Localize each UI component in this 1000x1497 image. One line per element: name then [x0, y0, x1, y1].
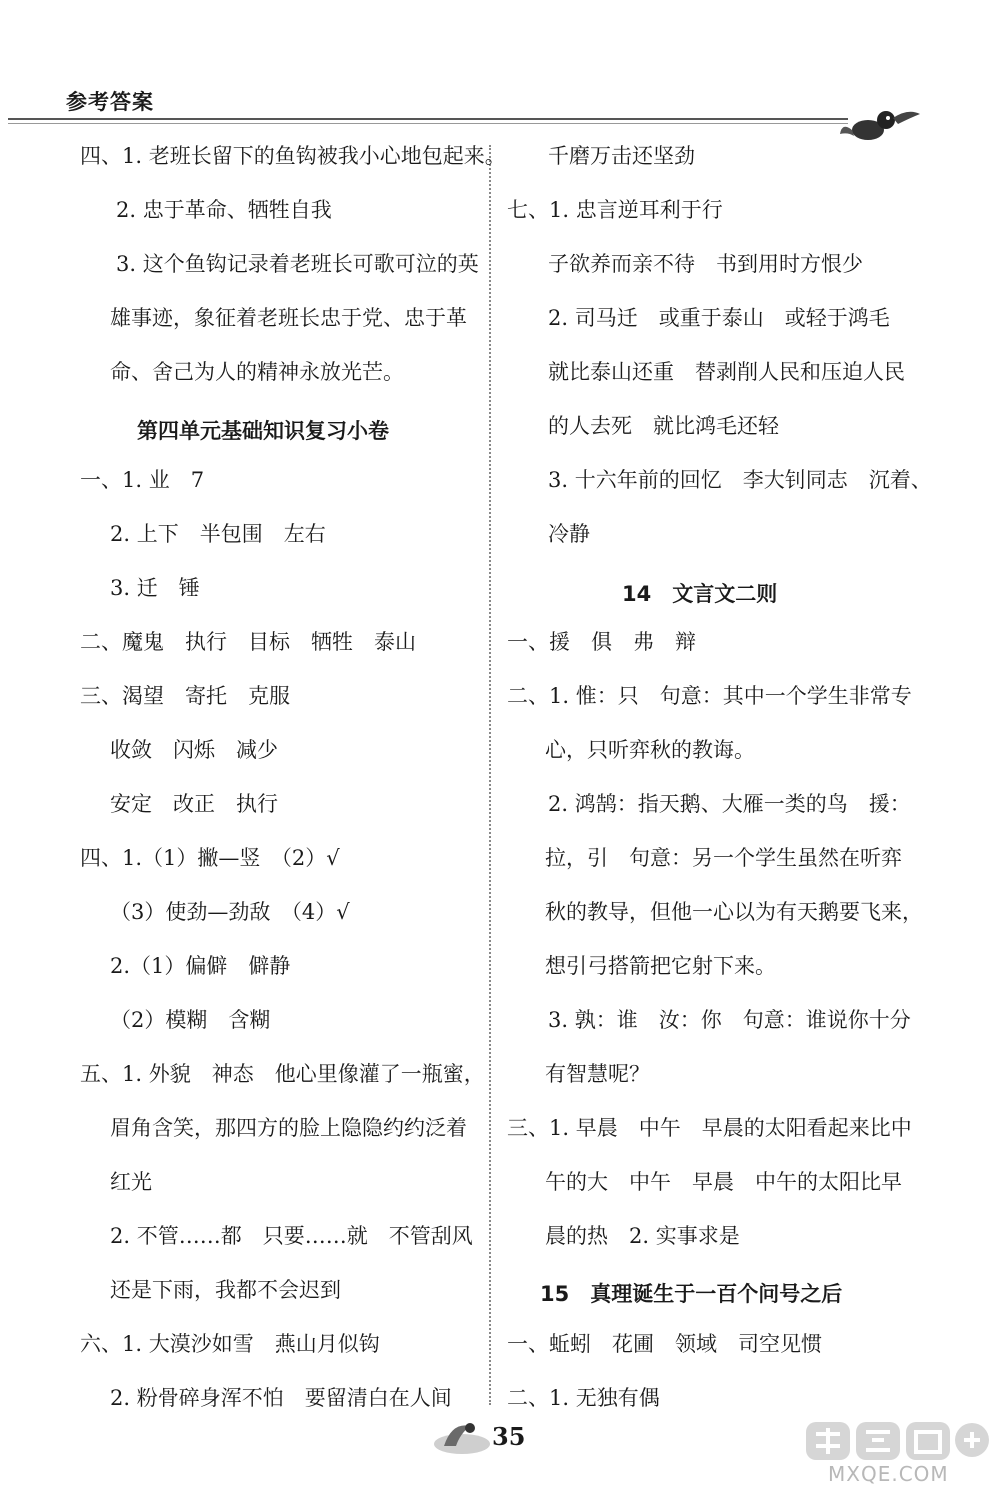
- text-line: 晨的热 2. 实事求是: [545, 1224, 740, 1248]
- section-heading: 14 文言文二则: [622, 582, 778, 606]
- text-line: 想引弓搭箭把它射下来。: [545, 954, 776, 978]
- text-line: 3. 这个鱼钩记录着老班长可歌可泣的英: [116, 252, 479, 276]
- text-line: 午的大 中午 早晨 中午的太阳比早: [545, 1170, 902, 1194]
- text-line: 一、蚯蚓 花圃 领域 司空见惯: [507, 1332, 822, 1356]
- text-line: 2. 上下 半包围 左右: [110, 522, 326, 546]
- text-line: 拉，引 句意：另一个学生虽然在听弈: [545, 846, 902, 870]
- page-footer: [430, 1412, 550, 1462]
- watermark-logo-icon: [800, 1418, 995, 1466]
- text-line: 子欲养而亲不待 书到用时方恨少: [548, 252, 863, 276]
- text-line: 2. 粉骨碎身浑不怕 要留清白在人间: [110, 1386, 452, 1410]
- text-line: 眉角含笑，那四方的脸上隐隐约约泛着: [110, 1116, 467, 1140]
- text-line: 二、1. 惟：只 句意：其中一个学生非常专: [507, 684, 912, 708]
- text-line: 五、1. 外貌 神态 他心里像灌了一瓶蜜，: [80, 1062, 485, 1086]
- text-line: 的人去死 就比鸿毛还轻: [548, 414, 779, 438]
- column-divider: [489, 145, 491, 1405]
- watermark-text: MXQE.COM: [828, 1462, 949, 1486]
- text-line: 三、渴望 寄托 克服: [80, 684, 290, 708]
- text-line: 二、魔鬼 执行 目标 牺牲 泰山: [80, 630, 416, 654]
- text-line: 收敛 闪烁 减少: [110, 738, 278, 762]
- text-line: 六、1. 大漠沙如雪 燕山月似钩: [80, 1332, 380, 1356]
- text-line: 命、舍己为人的精神永放光芒。: [110, 360, 404, 384]
- header-rule: [8, 118, 848, 120]
- text-line: 四、1. 老班长留下的鱼钩被我小心地包起来。: [80, 144, 506, 168]
- text-line: 就比泰山还重 替剥削人民和压迫人民: [548, 360, 905, 384]
- text-line: 七、1. 忠言逆耳利于行: [507, 198, 723, 222]
- text-line: 2. 司马迁 或重于泰山 或轻于鸿毛: [548, 306, 890, 330]
- watermark: [800, 1418, 995, 1493]
- text-line: 2. 鸿鹄：指天鹅、大雁一类的鸟 援：: [548, 792, 911, 816]
- text-line: 安定 改正 执行: [110, 792, 278, 816]
- section-heading: 15 真理诞生于一百个问号之后: [540, 1282, 843, 1306]
- text-line: 有智慧呢？: [545, 1062, 650, 1086]
- page-number: 35: [492, 1422, 526, 1451]
- header-title: 参考答案: [66, 90, 154, 114]
- text-line: 一、1. 业 7: [80, 468, 205, 492]
- text-line: 2. 不管……都 只要……就 不管刮风: [110, 1224, 473, 1248]
- text-line: 2. 忠于革命、牺牲自我: [116, 198, 332, 222]
- header-decoration-icon: [838, 100, 928, 150]
- text-line: （2）模糊 含糊: [110, 1008, 271, 1032]
- text-line: 千磨万击还坚劲: [548, 144, 695, 168]
- text-line: 四、1.（1）撇—竖 （2）√: [80, 846, 340, 870]
- text-line: 3. 迁 锤: [110, 576, 200, 600]
- text-line: 还是下雨，我都不会迟到: [110, 1278, 341, 1302]
- text-line: （3）使劲—劲敌 （4）√: [110, 900, 350, 924]
- text-line: 3. 十六年前的回忆 李大钊同志 沉着、: [548, 468, 932, 492]
- text-line: 心，只听弈秋的教诲。: [545, 738, 755, 762]
- text-line: 3. 孰：谁 汝：你 句意：谁说你十分: [548, 1008, 911, 1032]
- footer-decoration-icon: [430, 1416, 494, 1458]
- text-line: 红光: [110, 1170, 152, 1194]
- text-line: 雄事迹，象征着老班长忠于党、忠于革: [110, 306, 467, 330]
- text-line: 三、1. 早晨 中午 早晨的太阳看起来比中: [507, 1116, 912, 1140]
- section-heading: 第四单元基础知识复习小卷: [137, 419, 389, 443]
- header-rule-thin: [8, 123, 848, 124]
- text-line: 冷静: [548, 522, 590, 546]
- text-line: 秋的教导，但他一心以为有天鹅要飞来，: [545, 900, 923, 924]
- text-line: 二、1. 无独有偶: [507, 1386, 660, 1410]
- text-line: 一、援 俱 弗 辩: [507, 630, 696, 654]
- text-line: 2.（1）偏僻 僻静: [110, 954, 291, 978]
